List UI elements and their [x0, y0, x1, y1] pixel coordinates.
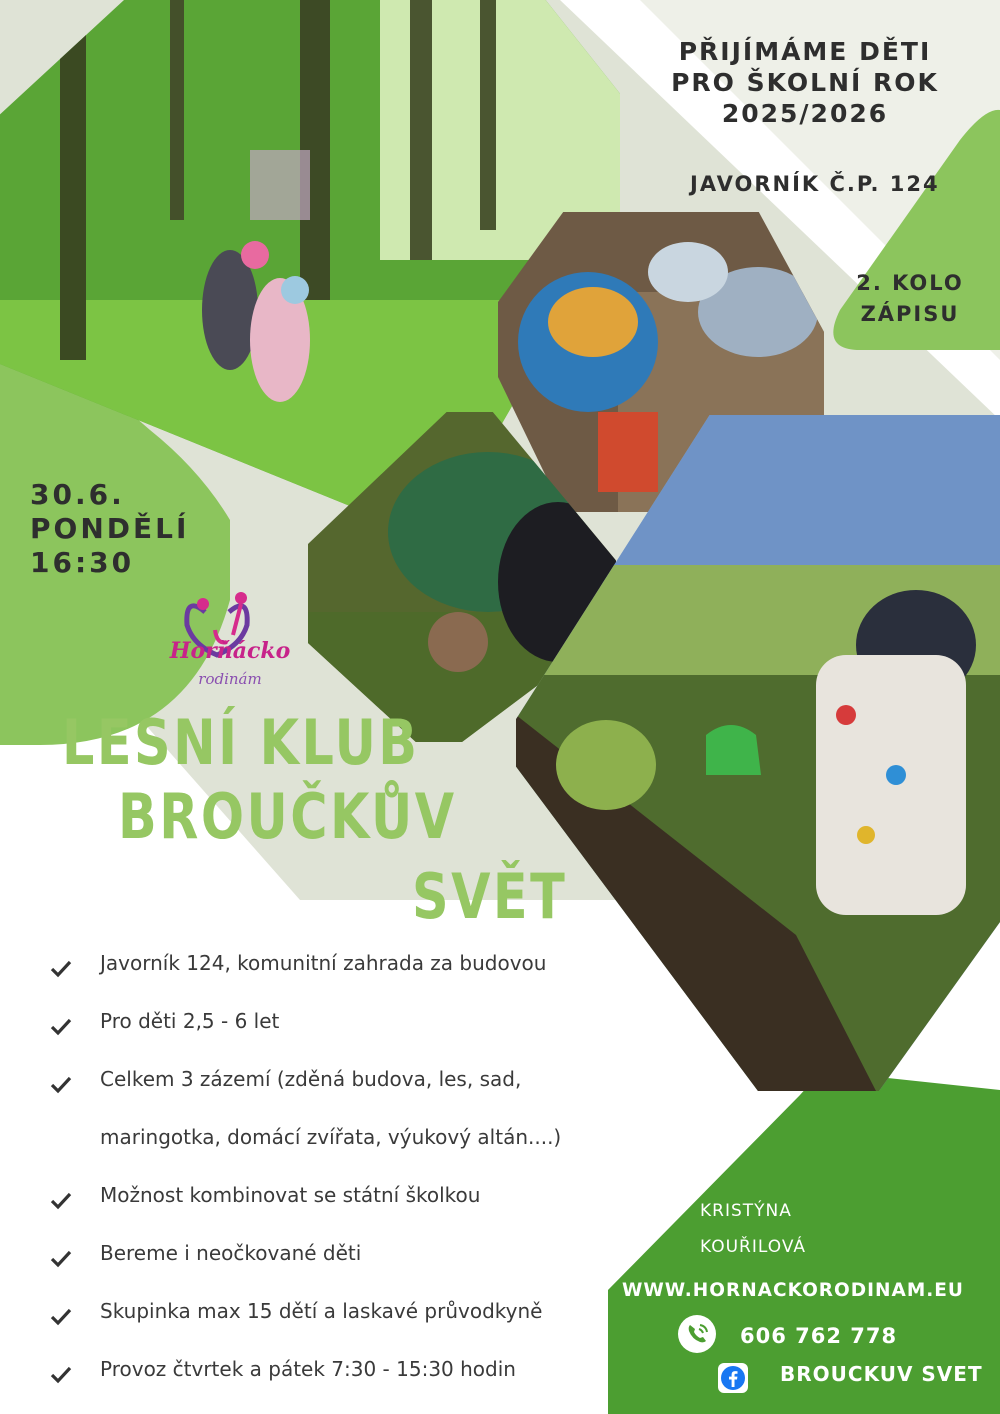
feature-item — [48, 1235, 648, 1275]
feature-item — [48, 1177, 648, 1217]
feature-text: Provoz čtvrtek a pátek 7:30 - 15:30 hodin — [100, 1357, 516, 1381]
enrollment-round — [830, 268, 990, 330]
title-line-3: SVĚT — [412, 860, 568, 933]
title-line-1: LESNÍ KLUB — [62, 706, 420, 779]
admission-line-3: 2025/2026 — [721, 99, 889, 128]
phone-icon — [677, 1314, 717, 1354]
round-line-2: ZÁPISU — [860, 302, 960, 326]
feature-item — [48, 1061, 648, 1101]
date-line-2: PONDĚLÍ — [30, 512, 190, 545]
feature-text: Skupinka max 15 dětí a laskavé průvodkyně — [100, 1299, 543, 1323]
date-line-3: 16:30 — [30, 546, 135, 579]
feature-text: Bereme i neočkované děti — [100, 1241, 362, 1265]
feature-item — [48, 1351, 648, 1391]
check-icon — [48, 1303, 74, 1329]
contact-last-name: KOUŘILOVÁ — [700, 1237, 806, 1257]
feature-text: Javorník 124, komunitní zahrada za budovou — [100, 951, 547, 975]
feature-item — [48, 1003, 648, 1043]
check-icon — [48, 1361, 74, 1387]
contact-name — [700, 1193, 806, 1265]
check-icon — [48, 1013, 74, 1039]
facebook-icon — [718, 1363, 748, 1393]
feature-text: Celkem 3 zázemí (zděná budova, les, sad, — [100, 1067, 522, 1091]
address-label: JAVORNÍK Č.P. 124 — [690, 172, 940, 196]
date-line-1: 30.6. — [30, 478, 125, 511]
phone-number[interactable]: 606 762 778 — [740, 1324, 898, 1348]
contact-first-name: KRISTÝNA — [700, 1201, 792, 1221]
logo-wordmark: Horňácko — [169, 638, 291, 664]
admission-notice — [640, 36, 970, 129]
check-icon — [48, 1071, 74, 1097]
website-link[interactable]: WWW.HORNACKORODINAM.EU — [622, 1280, 964, 1301]
facebook-page-link[interactable]: BROUCKUV SVET — [780, 1362, 983, 1386]
check-icon — [48, 1187, 74, 1213]
feature-item — [48, 1293, 648, 1333]
feature-item — [48, 945, 648, 985]
admission-line-2: PRO ŠKOLNÍ ROK — [671, 68, 939, 97]
feature-item-continuation — [48, 1119, 648, 1159]
check-icon — [48, 955, 74, 981]
logo-subtitle: rodinám — [198, 670, 262, 688]
round-line-1: 2. KOLO — [856, 271, 964, 295]
event-date — [30, 478, 189, 580]
feature-text: maringotka, domácí zvířata, výukový altán....) — [100, 1125, 562, 1149]
feature-text: Pro děti 2,5 - 6 let — [100, 1009, 280, 1033]
feature-text: Možnost kombinovat se státní školkou — [100, 1183, 481, 1207]
title-line-2: BROUČKŮV — [118, 780, 457, 853]
admission-line-1: PŘIJÍMÁME DĚTI — [678, 37, 932, 66]
check-icon — [48, 1245, 74, 1271]
